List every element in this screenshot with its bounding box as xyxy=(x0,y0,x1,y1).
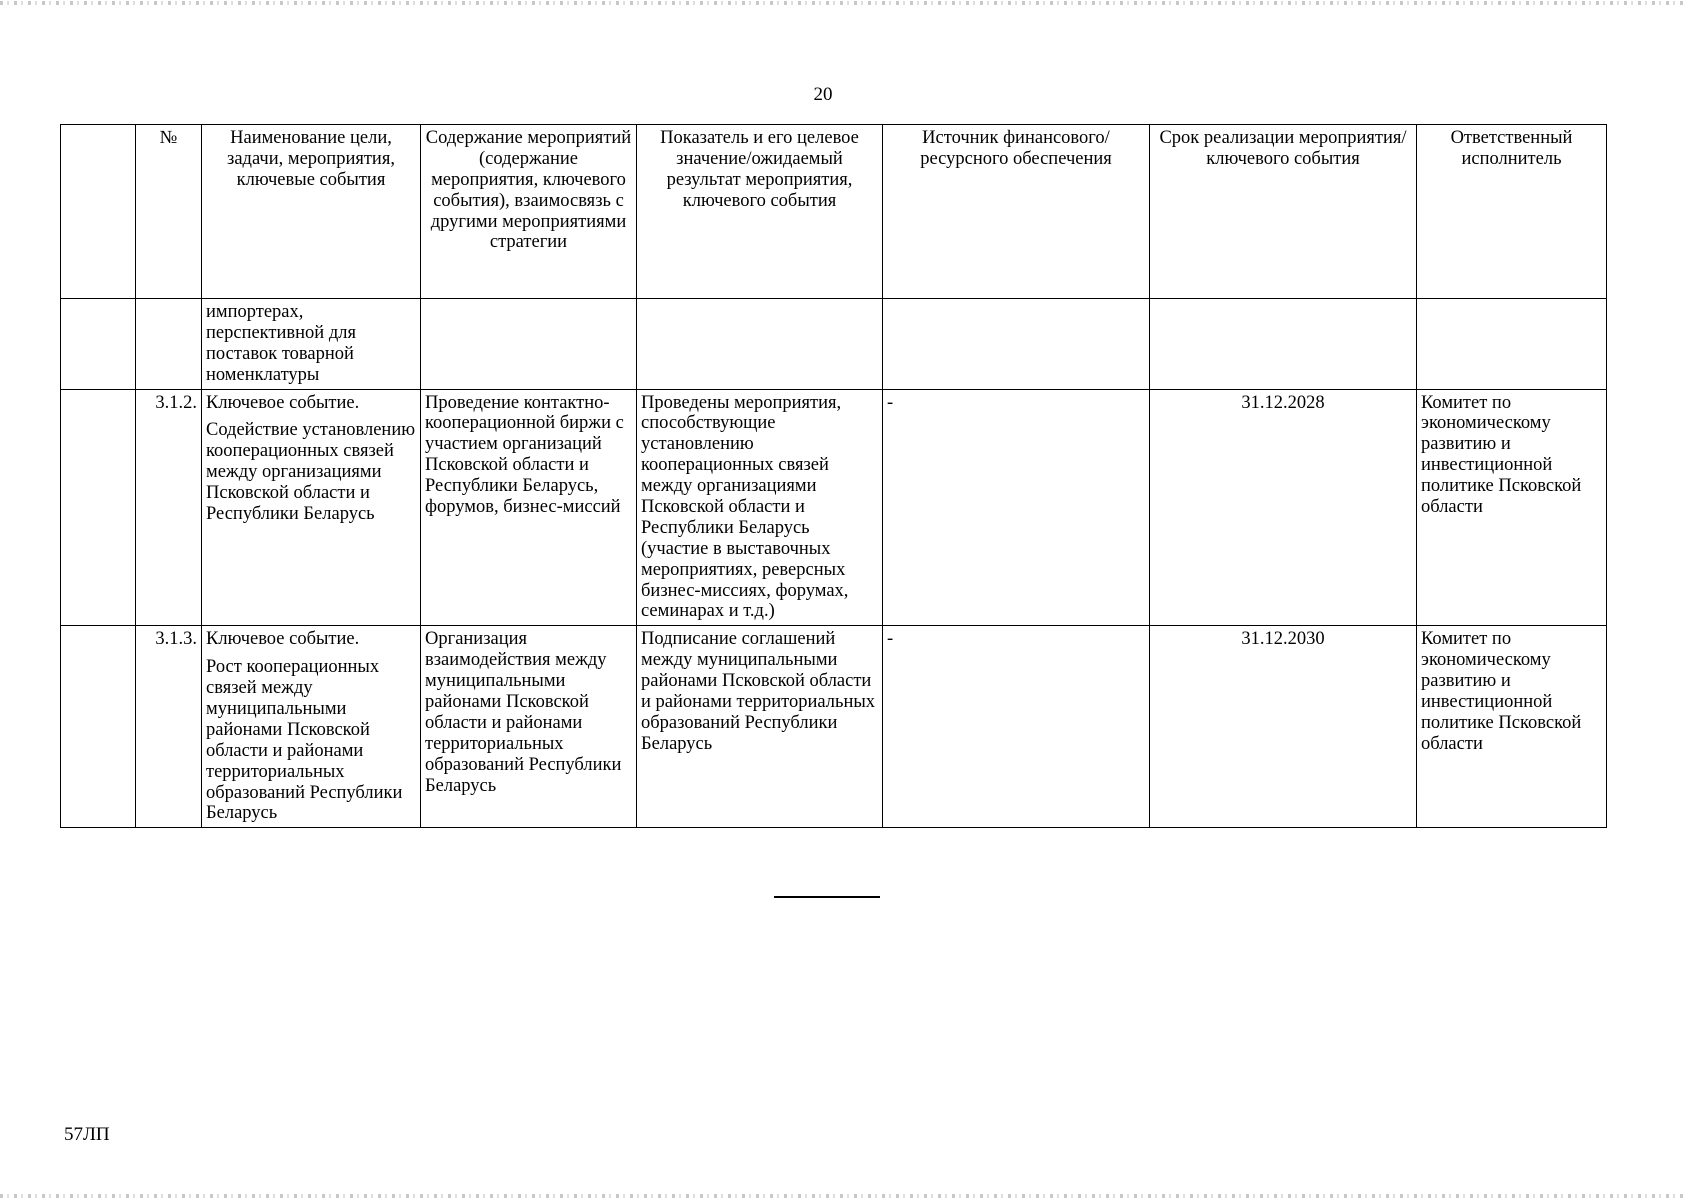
document-code: 57ЛП xyxy=(64,1124,110,1145)
header-number: № xyxy=(136,125,202,299)
header-source: Источник финансового/ресурсного обеспечения xyxy=(883,125,1150,299)
cell-num: 3.1.3. xyxy=(136,626,202,828)
event-name: Рост кооперационных связей между муниципальными районами Псковской области и районами территориальных образований Республики Беларусь xyxy=(206,657,403,824)
cell-blank xyxy=(61,299,136,390)
table-row xyxy=(61,626,1607,828)
cell-deadline: 31.12.2030 xyxy=(1150,626,1417,828)
cell-result xyxy=(637,299,883,390)
cell-executor: Комитет по экономическому развитию и инвестиционной политике Псковской области xyxy=(1417,626,1607,828)
cell-blank xyxy=(61,626,136,828)
table-row xyxy=(61,389,1607,626)
page-number: 20 xyxy=(813,84,833,105)
cell-name xyxy=(202,626,421,828)
cell-content: Организация взаимодействия между муниципальными районами Псковской области и районами территориальных образований Республики Беларусь xyxy=(421,626,637,828)
cell-name xyxy=(202,389,421,626)
cell-content xyxy=(421,299,637,390)
cell-deadline: 31.12.2028 xyxy=(1150,389,1417,626)
cell-num xyxy=(136,299,202,390)
cell-executor: Комитет по экономическому развитию и инвестиционной политике Псковской области xyxy=(1417,389,1607,626)
cell-result: Подписание соглашений между муниципальными районами Псковской области и районами территориальных образований Республики Беларусь xyxy=(637,626,883,828)
cell-source: - xyxy=(883,389,1150,626)
header-indicator: Показатель и его целевое значение/ожидаемый результат мероприятия, ключевого события xyxy=(637,125,883,299)
header-executor: Ответственный исполнитель xyxy=(1417,125,1607,299)
header-deadline: Срок реализации мероприятия/ключевого события xyxy=(1150,125,1417,299)
cell-num: 3.1.2. xyxy=(136,389,202,626)
cell-name: импортерах, перспективной для поставок товарной номенклатуры xyxy=(202,299,421,390)
cell-content: Проведение контактно-кооперационной биржи с участием организаций Псковской области и Республики Беларусь, форумов, бизнес-миссий xyxy=(421,389,637,626)
key-event-label: Ключевое событие. xyxy=(206,629,360,650)
table-row-continuation xyxy=(61,299,1607,390)
key-event-label: Ключевое событие. xyxy=(206,392,360,413)
strategy-plan-table xyxy=(60,124,1607,828)
table-header-row xyxy=(61,125,1607,299)
cell-source: - xyxy=(883,626,1150,828)
event-name: Содействие установлению кооперационных связей между организациями Псковской области и Республики Беларусь xyxy=(206,420,416,525)
cell-deadline xyxy=(1150,299,1417,390)
cell-source xyxy=(883,299,1150,390)
scan-edge-top xyxy=(0,1,1686,5)
header-blank xyxy=(61,125,136,299)
header-name: Наименование цели, задачи, мероприятия, ключевые события xyxy=(202,125,421,299)
cell-executor xyxy=(1417,299,1607,390)
cell-blank xyxy=(61,389,136,626)
scan-edge-bottom xyxy=(0,1194,1686,1198)
end-of-table-divider xyxy=(774,896,880,898)
header-content: Содержание мероприятий (содержание мероприятия, ключевого события), взаимосвязь с другими мероприятиями стратегии xyxy=(421,125,637,299)
cell-result: Проведены мероприятия, способствующие установлению кооперационных связей между организациями Псковской области и Республики Беларусь (участие в выставочных мероприятиях, реверсных бизнес-миссиях, форумах, семинарах и т.д.) xyxy=(637,389,883,626)
